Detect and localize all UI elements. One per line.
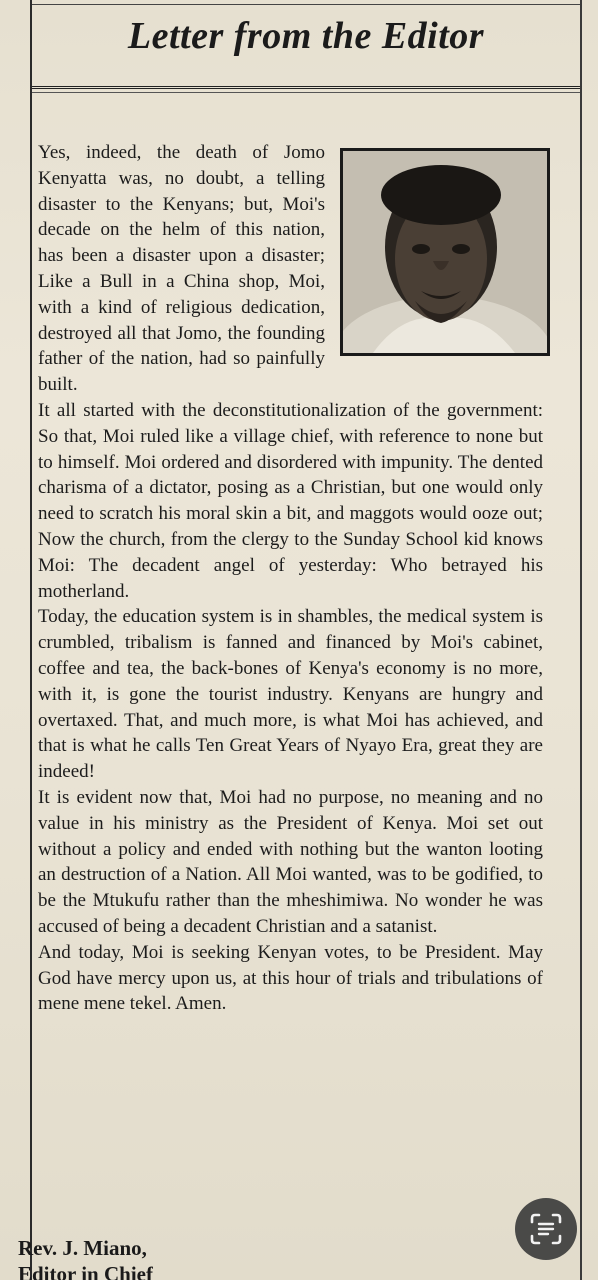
letter-paragraph-1: Yes, indeed, the death of Jomo Kenyatta was, no doubt, a telling disaster to the Kenyans; but, Moi's decade on the helm of this nation, has been a disaster upon a disaster; Like a Bull in a China shop, Moi, with a kind of religious dedication, destroyed all that Jomo, the founding father of the nation, had so painfully built. [38, 142, 325, 396]
signature-title: Editor in Chief [18, 1262, 153, 1280]
letter-paragraph-2: It all started with the deconstitutionalization of the government: So that, Moi ruled like a village chief, with reference to none but to himself. Moi ordered and disordered with impunity. The dented charisma of a dictator, posing as a Christian, but one would only need to scratch his moral skin a bit, and maggots would ooze out; Now the church, from the clergy to the Sunday School kid knows Moi: The decadent angel of yesterday: Who betrayed his motherland. [38, 399, 543, 602]
masthead-title: Letter from the Editor [127, 15, 485, 57]
photo-wrap-space [325, 140, 543, 366]
signature-name: Rev. J. Miano, [18, 1236, 147, 1260]
letter-paragraph-5: And today, Moi is seeking Kenyan votes, to be President. May God have mercy upon us, at this hour of trials and tribulations of mene mene tekel. Amen. [38, 941, 543, 1015]
masthead-rule [32, 92, 580, 93]
text-scan-button[interactable] [515, 1198, 577, 1260]
letter-paragraph-4: It is evident now that, Moi had no purpose, no meaning and no value in his ministry as the President of Kenya. Moi set out without a policy and ended with nothing but the wanton looting an destruction of a Nation. All Moi wanted, was to be godified, to be the Mtukufu rather than the mheshimiwa. No wonder he was accused of being a decadent Christian and a satanist. [38, 786, 543, 937]
letter-paragraph-3: Today, the education system is in shambles, the medical system is crumbled, tribalism is fanned and financed by Moi's cabinet, coffee and tea, the back-bones of Kenya's economy is no more, with it, is gone the tourist industry. Kenyans are hungry and overtaxed. That, and much more, is what Moi has achieved, and that is what he calls Ten Great Years of Nyayo Era, great they are indeed! [38, 606, 543, 783]
left-column-rule [30, 0, 32, 1280]
right-column-rule [580, 0, 582, 1280]
text-scan-icon [529, 1212, 563, 1246]
letter-body [38, 140, 543, 1017]
